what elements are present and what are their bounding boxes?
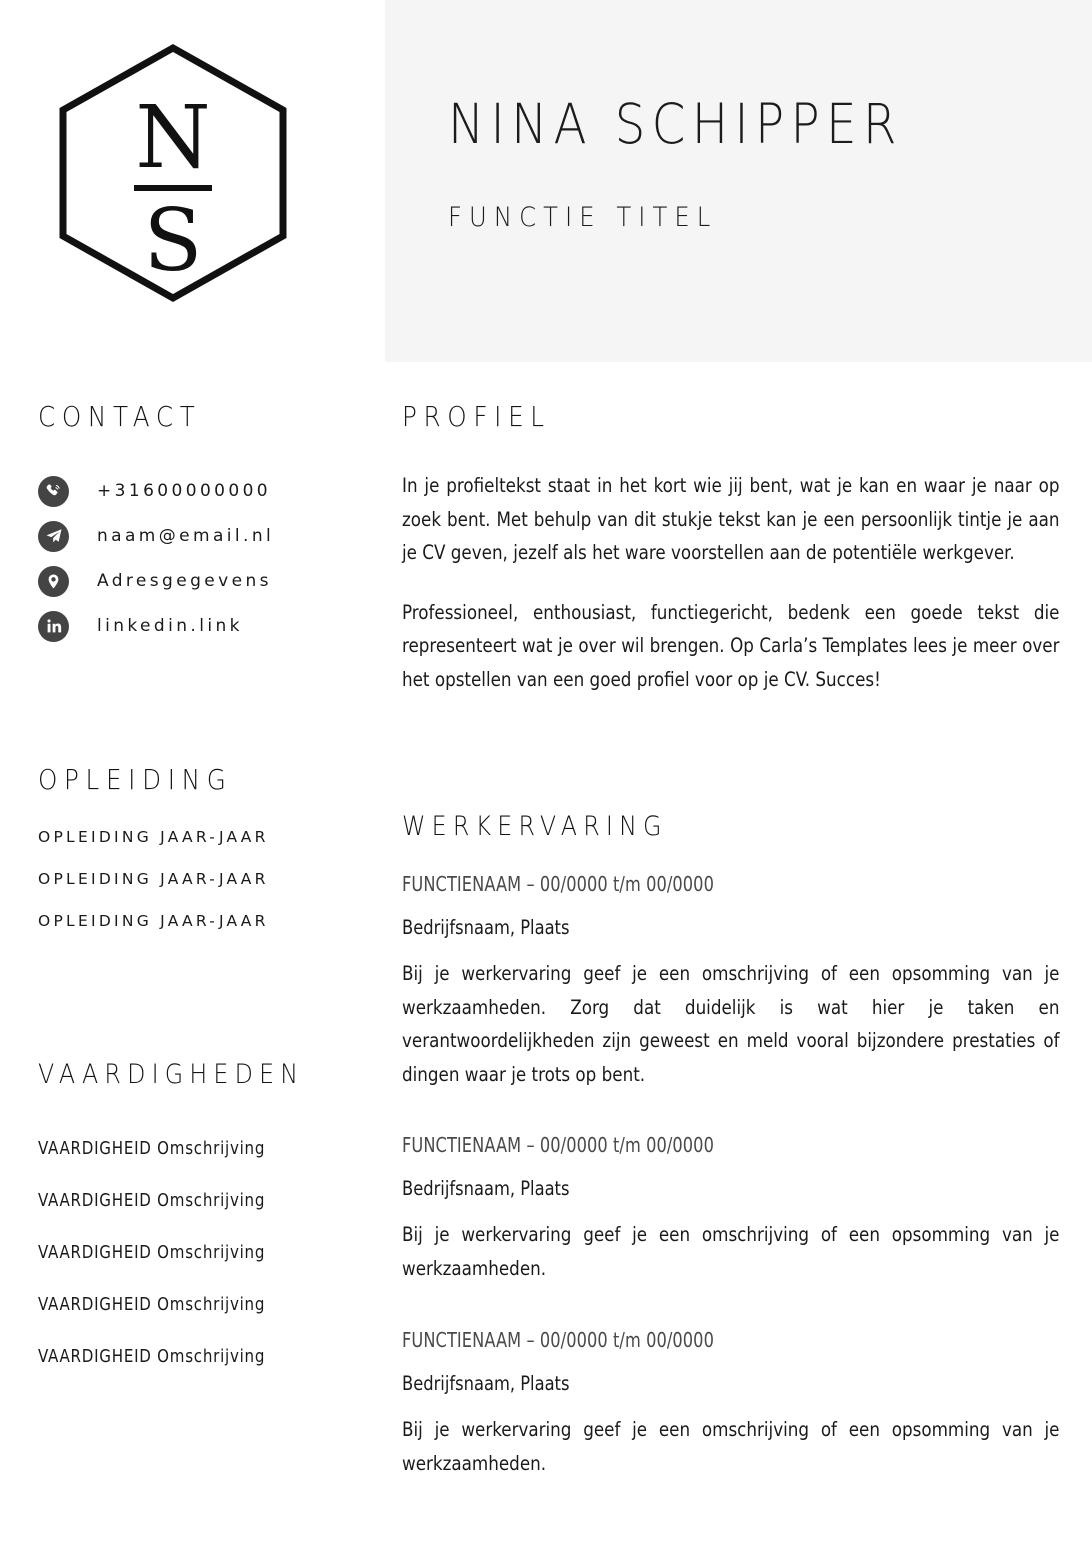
contact-heading: CONTACT — [38, 400, 202, 433]
location-pin-icon — [38, 566, 69, 597]
werkervaring-heading: WERKERVARING — [402, 811, 668, 843]
monogram-logo — [57, 42, 289, 304]
profiel-paragraph: In je profieltekst staat in het kort wie jij bent, wat je kan en waar je naar op zoek bent. Met behulp van dit stukje tekst kan je een persoonlijk tintje je aan je CV geven, jezelf als het ware voorstellen aan de potentiële werkgever. — [402, 474, 1060, 565]
linkedin-icon — [38, 611, 69, 642]
vaardigheden-heading: VAARDIGHEDEN — [38, 1059, 305, 1090]
profiel-body — [402, 469, 1064, 696]
contact-value-linkedin: linkedin.link — [97, 616, 243, 636]
entry-description: Bij je werkervaring geef je een omschrijving of een opsomming van je werkzaamheden. Zorg dat duidelijk is wat hier je taken en verantwoordelijkheden zijn geweest en meld vooral bijzondere prestaties of dingen waar je trots op bent. — [402, 962, 1060, 1086]
werkervaring-entry — [402, 872, 1064, 1091]
contact-item-address[interactable] — [38, 561, 358, 601]
list-item: VAARDIGHEID Omschrijving — [38, 1190, 266, 1211]
header-text-group — [448, 92, 1068, 233]
list-item: VAARDIGHEID Omschrijving — [38, 1346, 266, 1367]
entry-title: FUNCTIENAAM – 00/0000 t/m 00/0000 — [402, 872, 714, 897]
entry-company: Bedrijfsnaam, Plaats — [402, 1372, 570, 1396]
contact-item-phone[interactable] — [38, 471, 358, 511]
vaardigheden-section — [38, 1059, 358, 1367]
contact-value-email: naam@email.nl — [97, 526, 275, 546]
list-item: VAARDIGHEID Omschrijving — [38, 1294, 266, 1315]
profiel-paragraph: Professioneel, enthousiast, functiegericht, bedenk een goede tekst die representeert wat je over wil brengen. Op Carla’s Templates lees je meer over het opstellen van een goed profiel voor op je CV. Succes! — [402, 600, 1060, 691]
paper-plane-email-icon — [38, 521, 69, 552]
contact-item-email[interactable] — [38, 516, 358, 556]
list-item: OPLEIDING JAAR-JAAR — [38, 870, 269, 888]
entry-title: FUNCTIENAAM – 00/0000 t/m 00/0000 — [402, 1328, 714, 1353]
logo-letter-bottom: S — [143, 191, 203, 291]
person-name: NINA SCHIPPER — [448, 92, 903, 156]
entry-company: Bedrijfsnaam, Plaats — [402, 916, 570, 940]
contact-value-phone: +31600000000 — [97, 481, 272, 501]
vaardigheden-list — [38, 1138, 358, 1367]
entry-title: FUNCTIENAAM – 00/0000 t/m 00/0000 — [402, 1133, 714, 1158]
contact-item-linkedin[interactable] — [38, 606, 358, 646]
left-column — [38, 400, 358, 1398]
opleiding-section — [38, 763, 358, 930]
entry-description: Bij je werkervaring geef je een omschrijving of een opsomming van je werkzaamheden. — [402, 1223, 1060, 1280]
profiel-heading: PROFIEL — [402, 400, 551, 433]
list-item: VAARDIGHEID Omschrijving — [38, 1138, 266, 1159]
right-column — [402, 400, 1064, 1523]
entry-company: Bedrijfsnaam, Plaats — [402, 1177, 570, 1201]
werkervaring-list — [402, 872, 1064, 1480]
opleiding-list — [38, 828, 358, 930]
list-item: OPLEIDING JAAR-JAAR — [38, 912, 269, 930]
list-item: VAARDIGHEID Omschrijving — [38, 1242, 266, 1263]
contact-list — [38, 471, 358, 646]
werkervaring-section — [402, 811, 1064, 1480]
profiel-section — [402, 400, 1064, 696]
werkervaring-entry — [402, 1133, 1064, 1285]
werkervaring-entry — [402, 1328, 1064, 1480]
opleiding-heading: OPLEIDING — [38, 763, 233, 796]
list-item: OPLEIDING JAAR-JAAR — [38, 828, 269, 846]
job-title: FUNCTIE TITEL — [448, 201, 718, 233]
logo-letter-top: N — [135, 88, 211, 188]
contact-section — [38, 400, 358, 646]
entry-description: Bij je werkervaring geef je een omschrijving of een opsomming van je werkzaamheden. — [402, 1418, 1060, 1475]
contact-value-address: Adresgegevens — [97, 571, 272, 591]
phone-icon — [38, 476, 69, 507]
